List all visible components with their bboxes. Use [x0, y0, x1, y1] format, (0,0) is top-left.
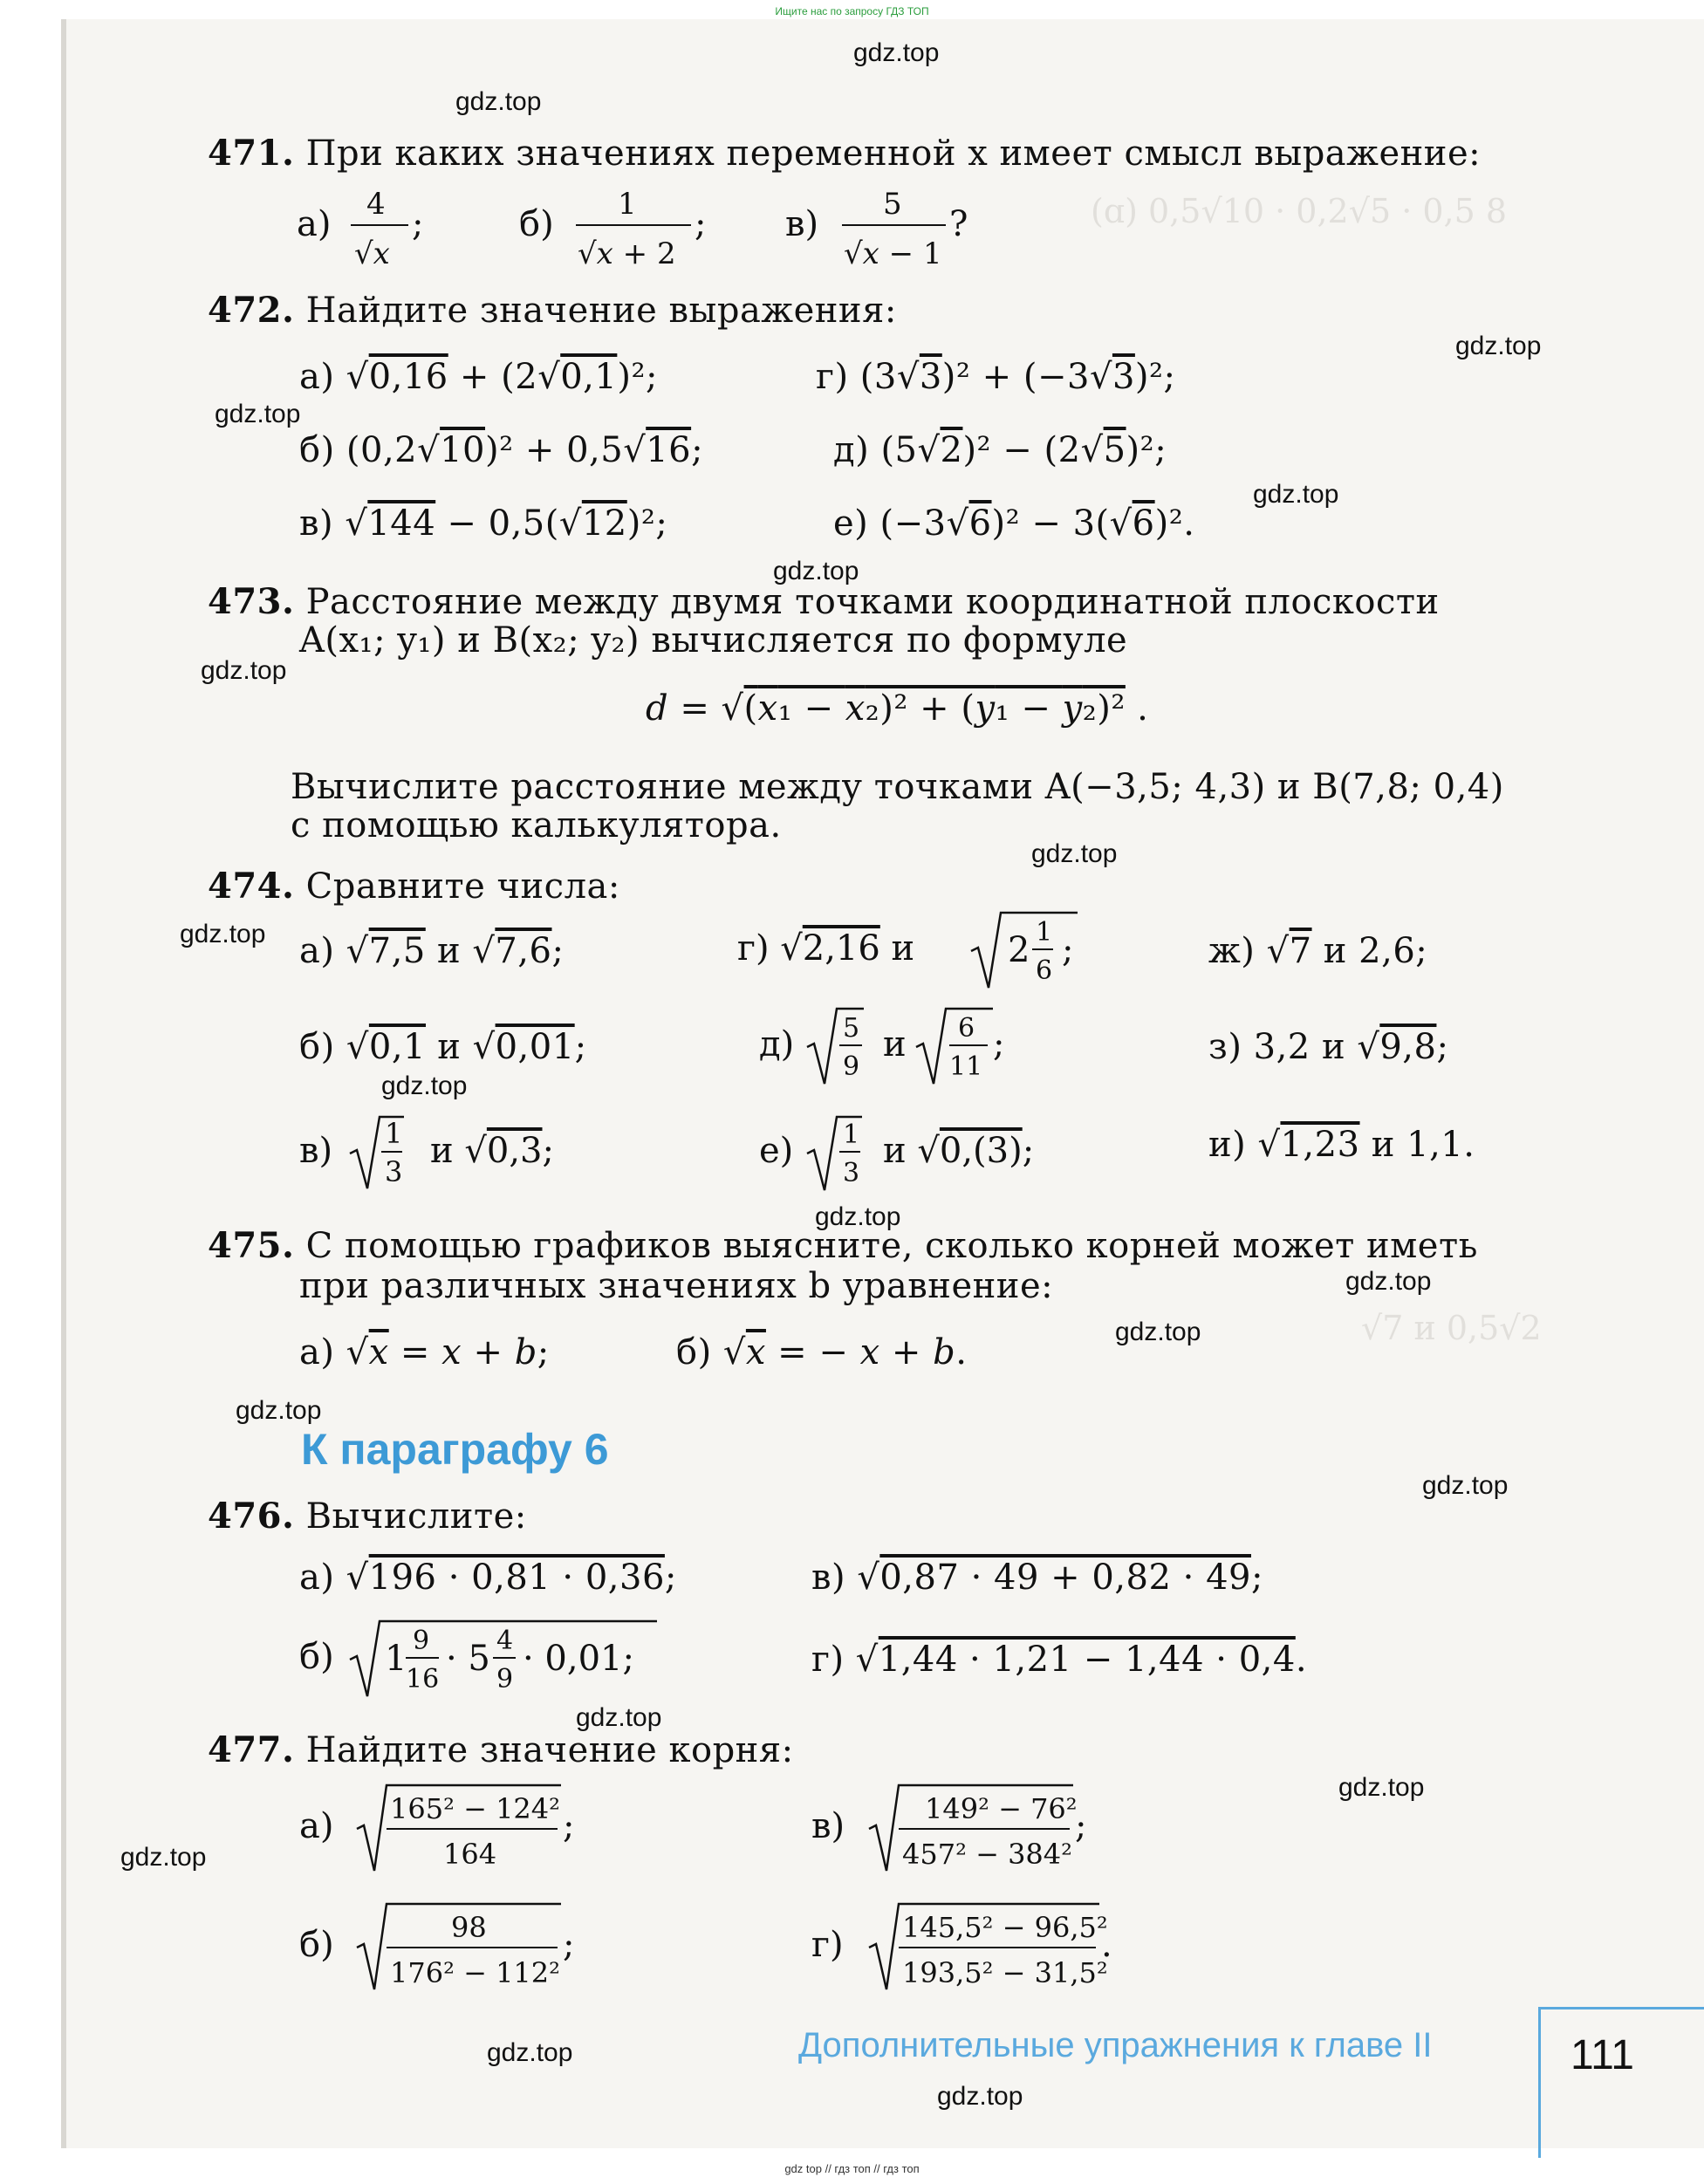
exercise-number: 473.: [208, 581, 295, 622]
svg-text:3: 3: [385, 1155, 403, 1188]
svg-text:4: 4: [496, 1626, 514, 1656]
watermark: gdz.top: [853, 38, 940, 67]
exercise-text: С помощью графиков выясните, сколько корней может иметь: [305, 1226, 1478, 1266]
exercise-number: 474.: [208, 866, 295, 907]
item-477a: [299, 1780, 666, 1885]
svg-text:1: 1: [843, 1119, 860, 1150]
exercise-text: Вычислите:: [305, 1496, 527, 1537]
svg-text:9: 9: [496, 1664, 514, 1694]
item-472d: д) (5√2)² − (2√5)²;: [833, 430, 1167, 470]
item-475a: а) √x = x + b;: [299, 1332, 550, 1373]
svg-text:б): б): [299, 1637, 334, 1677]
exercise-text: При каких значениях переменной x имеет смысл выражение:: [305, 134, 1482, 174]
exercise-472: [208, 291, 897, 330]
page-number: 111: [1571, 2032, 1634, 2078]
svg-text:г): г): [811, 1925, 844, 1965]
svg-text:6: 6: [1036, 955, 1053, 986]
svg-text:в): в): [299, 1131, 333, 1171]
distance-formula: d = √(x₁ − x₂)² + (y₁ − y₂)² .: [646, 688, 1149, 729]
watermark: gdz.top: [381, 1071, 468, 1100]
svg-text:.: .: [1101, 1925, 1112, 1965]
item-472e: е) (−3√6)² − 3(√6)².: [833, 503, 1195, 544]
svg-text:1: 1: [1036, 917, 1053, 948]
svg-text:2: 2: [1008, 930, 1030, 970]
exercise-number: 477.: [208, 1729, 295, 1770]
svg-text:г) √2,16 и: г) √2,16 и: [737, 928, 915, 969]
item-472v: в) √144 − 0,5(√12)²;: [299, 503, 668, 544]
svg-text:;: ;: [563, 1925, 575, 1965]
svg-text:11: 11: [949, 1051, 983, 1082]
exercise-471: [208, 134, 1481, 173]
svg-text:145,5² − 96,5²: 145,5² − 96,5²: [902, 1911, 1108, 1944]
svg-text:149² − 76²: 149² − 76²: [925, 1792, 1078, 1825]
item-472g: г) (3√3)² + (−3√3)²;: [816, 357, 1176, 397]
bottom-note: gdz top // гдз топ // гдз топ: [784, 2162, 920, 2175]
svg-text:457² − 384²: 457² − 384²: [902, 1838, 1072, 1871]
svg-text:√x: √x: [354, 236, 390, 271]
exercise-473-line2: A(x₁; y₁) и B(x₂; y₂) вычисляется по формуле: [299, 620, 1128, 661]
item-477g: [811, 1899, 1178, 2003]
exercise-number: 476.: [208, 1496, 295, 1537]
exercise-number: 475.: [208, 1225, 295, 1266]
exercise-477: [208, 1731, 794, 1770]
top-note: Ищите нас по запросу ГДЗ ТОП: [775, 5, 929, 17]
item-472b: б) (0,2√10)² + 0,5√16;: [299, 430, 704, 470]
item-477b: [299, 1899, 666, 2003]
svg-text:;: ;: [412, 204, 424, 244]
exercise-476: [208, 1497, 527, 1536]
watermark: gdz.top: [236, 1396, 322, 1425]
svg-text:в): в): [785, 204, 819, 244]
svg-text:5: 5: [883, 187, 902, 222]
exercise-471-options: [297, 183, 1169, 279]
svg-text:;: ;: [695, 204, 707, 244]
svg-text:√x + 2: √x + 2: [578, 236, 676, 271]
watermark: gdz.top: [1338, 1773, 1425, 1802]
section-heading: К параграфу 6: [301, 1425, 609, 1474]
item-474a: а) √7,5 и √7,6;: [299, 931, 565, 971]
svg-text:√x − 1: √x − 1: [844, 236, 942, 271]
svg-text:164: 164: [443, 1838, 497, 1871]
svg-text:9: 9: [843, 1051, 860, 1082]
svg-text:а): а): [299, 1806, 334, 1846]
watermark: gdz.top: [455, 87, 542, 116]
watermark: gdz.top: [937, 2082, 1023, 2111]
svg-text:1: 1: [618, 187, 637, 222]
svg-text:?: ?: [949, 204, 968, 244]
svg-text:· 5: · 5: [446, 1639, 490, 1679]
item-474zh: ж) √7 и 2,6;: [1208, 931, 1428, 971]
svg-text:д): д): [759, 1024, 795, 1065]
item-474e: [759, 1108, 1091, 1204]
item-476g: г) √1,44 · 1,21 − 1,44 · 0,4.: [811, 1640, 1308, 1680]
svg-text:1: 1: [385, 1117, 403, 1150]
svg-text:и: и: [883, 1024, 907, 1065]
watermark: gdz.top: [180, 920, 266, 948]
exercise-473: [208, 583, 1440, 621]
item-474v: [299, 1108, 631, 1204]
svg-text:е): е): [759, 1131, 794, 1171]
item-474g: [737, 906, 1104, 1002]
item-475b: б) √x = − x + b.: [676, 1332, 968, 1373]
item-474i: и) √1,23 и 1,1.: [1208, 1125, 1475, 1165]
svg-text:9: 9: [413, 1626, 430, 1656]
watermark: gdz.top: [576, 1703, 662, 1732]
exercise-number: 472.: [208, 290, 295, 331]
svg-text:в): в): [811, 1806, 845, 1846]
item-474z: з) 3,2 и √9,8;: [1208, 1027, 1449, 1067]
exercise-474: [208, 867, 620, 906]
svg-text:;: ;: [1062, 930, 1074, 970]
svg-text:165² − 124²: 165² − 124²: [390, 1792, 560, 1825]
svg-text:и √0,(3);: и √0,(3);: [883, 1131, 1035, 1171]
exercise-text: Сравните числа:: [305, 866, 620, 907]
svg-text:;: ;: [1075, 1806, 1087, 1846]
svg-text:· 0,01;: · 0,01;: [523, 1639, 634, 1679]
exercise-text: Найдите значение выражения:: [305, 291, 897, 331]
watermark: gdz.top: [1253, 480, 1339, 509]
watermark: gdz.top: [815, 1202, 901, 1231]
svg-text:б): б): [299, 1925, 334, 1965]
exercise-475: [208, 1227, 1478, 1265]
item-474b: б) √0,1 и √0,01;: [299, 1027, 587, 1067]
svg-text:;: ;: [563, 1806, 575, 1846]
watermark: gdz.top: [1455, 332, 1542, 360]
svg-text:а): а): [297, 204, 332, 244]
watermark: gdz.top: [1345, 1267, 1432, 1296]
item-474d: [759, 1002, 1038, 1098]
watermark: gdz.top: [201, 656, 287, 685]
svg-text:16: 16: [406, 1664, 440, 1694]
item-476b: [299, 1614, 701, 1710]
exercise-text: Найдите значение корня:: [305, 1730, 794, 1770]
watermark: gdz.top: [1031, 839, 1118, 868]
watermark: gdz.top: [773, 557, 859, 585]
watermark: gdz.top: [1115, 1318, 1201, 1346]
svg-text:и √0,3;: и √0,3;: [430, 1131, 554, 1171]
svg-text:б): б): [519, 204, 554, 244]
svg-text:98: 98: [451, 1911, 487, 1944]
svg-text:3: 3: [843, 1158, 860, 1188]
svg-text:5: 5: [843, 1013, 860, 1044]
watermark: gdz.top: [215, 400, 301, 428]
exercise-473-line4: с помощью калькулятора.: [291, 805, 782, 846]
footer-title: Дополнительные упражнения к главе II: [798, 2026, 1433, 2064]
svg-text:1: 1: [385, 1639, 407, 1679]
watermark: gdz.top: [120, 1843, 207, 1872]
svg-text:176² − 112²: 176² − 112²: [390, 1956, 560, 1989]
exercise-473-line3: Вычислите расстояние между точками A(−3,5; 4,3) и B(7,8; 0,4): [291, 767, 1504, 807]
item-477v: [811, 1780, 1178, 1885]
svg-text:4: 4: [366, 187, 386, 222]
watermark: gdz.top: [1422, 1471, 1509, 1500]
svg-text:6: 6: [958, 1013, 975, 1044]
page-number-box: [1538, 2007, 1704, 2158]
exercise-text: Расстояние между двумя точками координатной плоскости: [305, 582, 1440, 622]
svg-text:193,5² − 31,5²: 193,5² − 31,5²: [902, 1956, 1108, 1989]
svg-text:;: ;: [993, 1024, 1005, 1065]
item-476v: в) √0,87 · 49 + 0,82 · 49;: [811, 1558, 1263, 1598]
item-476a: а) √196 · 0,81 · 0,36;: [299, 1558, 677, 1598]
exercise-475-line2: при различных значениях b уравнение:: [299, 1266, 1054, 1306]
watermark: gdz.top: [487, 2038, 573, 2067]
item-472a: а) √0,16 + (2√0,1)²;: [299, 357, 658, 397]
exercise-number: 471.: [208, 133, 295, 174]
